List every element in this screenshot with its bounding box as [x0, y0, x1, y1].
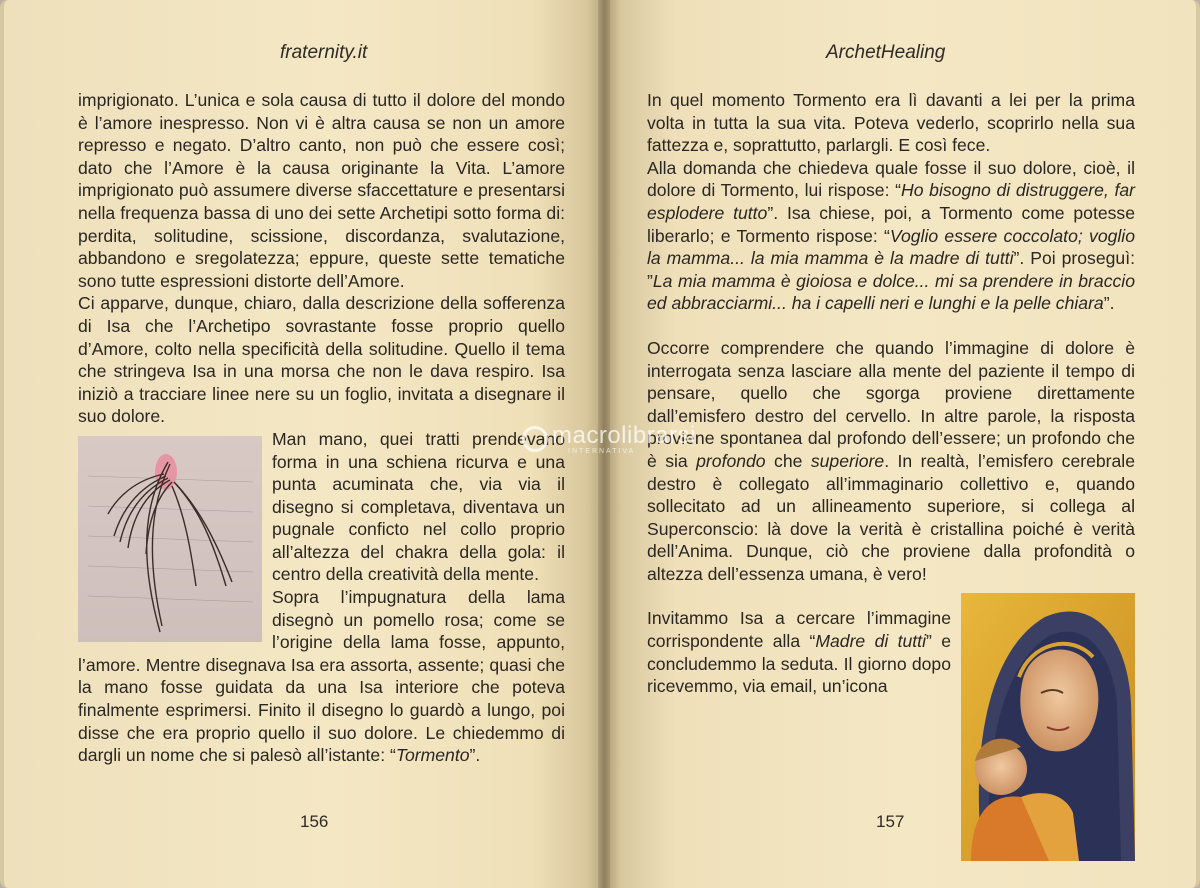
left-page-body [78, 89, 565, 767]
running-head-left: fraternity.it [280, 42, 368, 63]
paragraph: Sopra l’impugnatura della lama disegnò un pomello rosa; come se l’origine della lama fosse, appunto, l’amore. Mentre disegnava Isa era assorta, assente; quasi che la mano fosse guidata da una Isa interiore che poteva finalmente esprimersi. Finito il disegno lo guardò a lungo, poi disse che era proprio quello il suo dolore. Le chiedemmo di dargli un nome che si palesò all’istante: “Tormento”. [78, 587, 565, 766]
sketch-drawing [78, 436, 262, 642]
watermark-logo-icon [522, 426, 548, 452]
italic-term: Tormento [395, 745, 470, 766]
madonna-icon-image [961, 593, 1135, 861]
paragraph: Man mano, quei tratti prendevano forma in una schiena ricurva e una punta acuminata che, via via il disegno si completava, diventava un pugnale conficto nel collo proprio all’altezza del chakra della gola: il centro della creatività della mente. [272, 428, 565, 585]
paragraph: imprigionato. L’unica e sola causa di tutto il dolore del mondo è l’amore inespresso. Non vi è altra causa se non un amore represso e negato. D’altro canto, non può che essere così; dato che l’Amore è la causa originante la Vita. L’amore imprigionato può assumere diverse sfaccettature e presentarsi nella frequenza bassa di uno dei sette Archetipi sotto forma di: perdita, solitudine, scissione, discordanza, svalutazione, abbandono e sregolatezza; eppure, queste sette tematiche sono tutte espressioni distorte dell’Amore. [78, 90, 565, 291]
paragraph: Occorre comprendere che quando l’immagine di dolore è interrogata senza lasciare alla mente del paziente il tempo di pensare, quello che sgorga proviene direttamente dall’emisfero destro del cervello. In altre parole, la risposta proviene spontanea dal profondo dell’essere; un profondo che è sia profondo che superiore. In realtà, l’emisfero cerebrale destro è collegato all’immaginario collettivo e, quando sollecitato ad un allineamento superiore, si collega al Superconscio: là dove la verità è cristallina poiché è verità dell’Anima. Dunque, ciò che proviene dalla profondità o altezza dell’essenza umana, è vero! [647, 337, 1135, 584]
page-number-left: 156 [300, 812, 329, 831]
watermark-subtext: INTERNATIVA [568, 448, 636, 455]
right-page-body [647, 89, 1135, 865]
paragraph-spacer [647, 315, 1135, 337]
paragraph: Alla domanda che chiedeva quale fosse il suo dolore, cioè, il dolore di Tormento, lui rispose: “Ho bisogno di distruggere, far esplodere tutto”. Isa chiese, poi, a Tormento come potesse liberarlo; e Tormento rispose: “Voglio essere coccolato; voglio la mamma... la mia mamma è la madre di tutti”. Poi proseguì: ”La mia mamma è gioiosa e dolce... mi sa prendere in braccio ed abbracciarmi... ha i capelli neri e lunghi e la pelle chiara”. [647, 157, 1135, 314]
running-head-right: ArchetHealing [826, 42, 946, 63]
paragraph: Invitammo Isa a cercare l’immagine corrispondente alla “Madre di tutti” e concludemmo la seduta. Il giorno dopo ricevemmo, via email, un’icona [647, 608, 951, 697]
watermark [512, 422, 712, 462]
paragraph: In quel momento Tormento era lì davanti a lei per la prima volta in tutta la sua vita. Poteva vederlo, scoprirlo nella sua fattezza e, soprattutto, parlargli. E così fece. [647, 90, 1135, 156]
watermark-text: macrolibrarsi [552, 422, 696, 449]
page-number-right: 157 [876, 812, 905, 831]
madonna-painting [961, 593, 1135, 861]
paragraph: Ci apparve, dunque, chiaro, dalla descrizione della sofferenza di Isa che l’Archetipo sovrastante fosse proprio quello d’Amore, colto nella specificità della solitudine. Quello il tema che stringeva Isa in una morsa che non le dava respiro. Isa iniziò a tracciare linee nere su un foglio, invitata a disegnare il suo dolore. [78, 293, 565, 427]
dagger-sketch-image [78, 436, 262, 642]
